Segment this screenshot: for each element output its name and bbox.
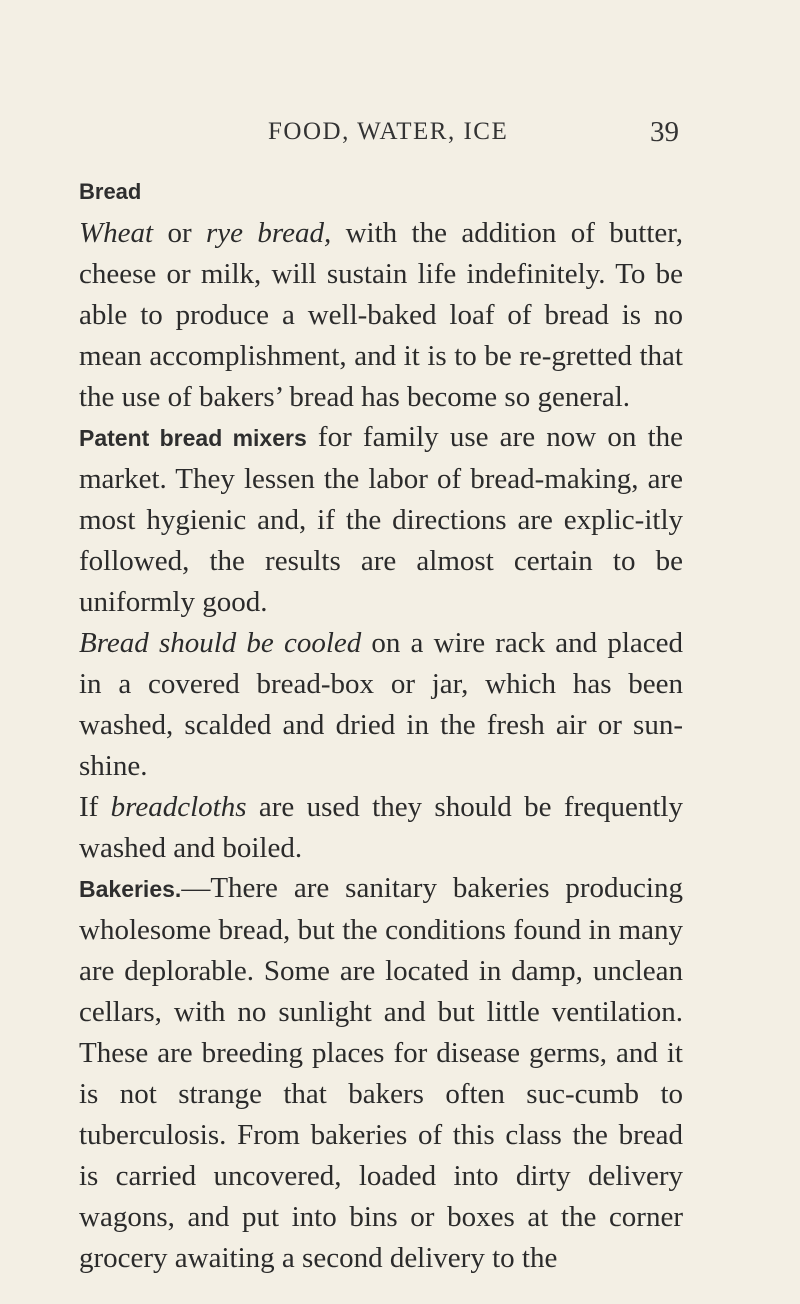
paragraph-text: with the addition of butter, cheese or milk, will sustain life indefinitely. To be able to produce a well-baked loaf of bread is no mean accomplishment, and it is to be re-gretted that the use of bakers’ bread has become so general. (79, 216, 683, 413)
paragraph-cooling (79, 623, 683, 787)
paragraph-wheat-rye (79, 213, 683, 418)
italic-term-wheat: Wheat (79, 216, 154, 249)
section-heading: Bread (79, 179, 142, 204)
paragraph-text: If (79, 790, 111, 823)
paragraph-text: are used they should be frequently washed and boiled. (79, 790, 683, 864)
bold-term-bakeries: Bakeries. (79, 876, 182, 903)
bold-term-patent-bread-mixers: Patent bread mixers (79, 425, 307, 452)
running-head (0, 118, 800, 158)
paragraph-text: —There are sanitary bakeries producing wholesome bread, but the conditions found in many are deplorable. Some are located in damp, unclean cellars, with no sunlight and but little ventilation. These are breeding places for disease germs, and it is not strange that bakers often suc-cumb to tuberculosis. From bakeries of this class the bread is carried uncovered, loaded into dirty delivery wagons, and put into bins or boxes at the corner grocery awaiting a second delivery to the (79, 872, 683, 1274)
page-number: 39 (650, 116, 679, 148)
paragraph-bakeries (79, 868, 683, 1278)
italic-term-bread-cooled: Bread should be cooled (79, 626, 362, 659)
paragraph-text: on a wire rack and placed in a covered bread-box or jar, which has been washed, scalded and dried in the fresh air or sun-shine. (79, 626, 683, 782)
paragraph-breadcloths (79, 787, 683, 869)
body-text (79, 172, 683, 1278)
paragraph-text: or (153, 216, 206, 249)
italic-term-rye-bread: rye bread, (206, 216, 332, 249)
paragraph-text: for family use are now on the market. They lessen the labor of bread-making, are most hygienic and, if the directions are explic-itly followed, the results are almost certain to be uniformly good. (79, 421, 683, 619)
italic-term-breadcloths: breadcloths (110, 790, 247, 823)
paragraph-patent-mixers (79, 417, 683, 623)
running-head-title: FOOD, WATER, ICE (268, 118, 509, 145)
